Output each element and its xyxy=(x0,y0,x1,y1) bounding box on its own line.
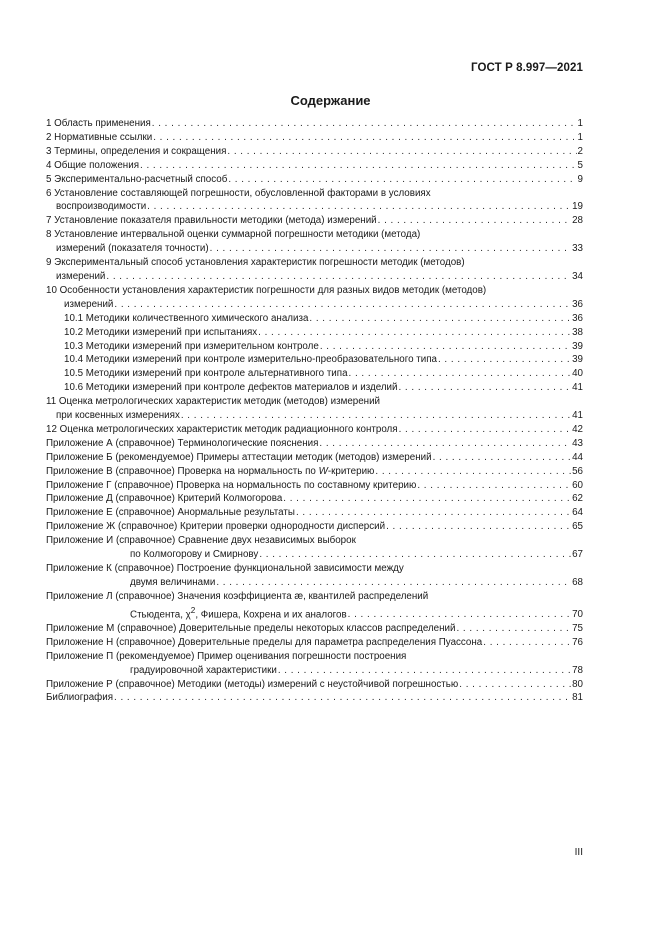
leader-dots xyxy=(114,691,571,705)
leader-dots xyxy=(227,145,576,159)
leader-dots xyxy=(296,506,571,520)
toc-subentry xyxy=(46,340,583,354)
toc-entry-label: Приложение Д (справочное) Критерий Колмогорова xyxy=(46,493,283,505)
toc-entry xyxy=(46,117,583,131)
toc-appendix-entry xyxy=(46,479,583,493)
toc-entry-page: 36 xyxy=(572,298,583,310)
leader-dots xyxy=(386,520,571,534)
toc-entry-page: 68 xyxy=(572,576,583,588)
leader-dots xyxy=(181,409,571,423)
toc-entry-label: 7 Установление показателя правильности методики (метода) измерений xyxy=(46,215,377,227)
leader-dots xyxy=(228,173,576,187)
leader-dots xyxy=(152,117,577,131)
leader-dots xyxy=(259,548,571,562)
toc-appendix-entry xyxy=(46,548,583,562)
toc-entry-label: 10.6 Методики измерений при контроле дефектов материалов и изделий xyxy=(64,382,398,394)
toc-entry-first-line: 10 Особенности установления характеристик погрешности для разных видов методик (методов) xyxy=(46,284,487,296)
toc-entry-page: 40 xyxy=(572,368,583,380)
leader-dots xyxy=(483,636,571,650)
toc-bibliography-entry xyxy=(46,691,583,705)
toc-entry-label: градуировочной характеристики xyxy=(130,664,277,676)
toc-entry-label xyxy=(130,604,347,622)
toc-entry-label: 1 Область применения xyxy=(46,118,151,129)
toc-appendix-entry xyxy=(46,492,583,506)
leader-dots xyxy=(216,576,571,590)
toc-subentry xyxy=(46,312,583,326)
toc-entry-label: измерений xyxy=(64,298,114,310)
toc-appendix-entry xyxy=(46,451,583,465)
toc-entry-label: двумя величинами xyxy=(130,576,216,588)
toc-entry-page: 2 xyxy=(577,145,583,157)
toc-entry-label: Приложение Г (справочное) Проверка на нормальность по составному критерию xyxy=(46,479,417,491)
toc-entry-page: 19 xyxy=(572,201,583,213)
toc-entry-label: Приложение Н (справочное) Доверительные пределы для параметра распределения Пуассона xyxy=(46,636,483,648)
toc-entry-label: воспроизводимости xyxy=(56,201,147,213)
toc-entry-page: 39 xyxy=(572,340,583,352)
toc-subentry xyxy=(46,326,583,340)
toc-appendix-entry xyxy=(46,604,583,622)
toc-entry xyxy=(46,214,583,228)
toc-entry-page: 67 xyxy=(572,549,583,561)
toc-appendix-entry xyxy=(46,506,583,520)
toc-entry-page: 43 xyxy=(572,437,583,449)
label-superscript: 2 xyxy=(190,605,196,615)
leader-dots xyxy=(309,312,571,326)
toc-entry-label: Приложение М (справочное) Доверительные пределы некоторых классов распределений xyxy=(46,622,456,634)
toc-entry-first-line: Приложение Л (справочное) Значения коэффициента æ, квантилей распределений xyxy=(46,590,429,602)
label-part: Приложение В (справочное) Проверка на нормальность по xyxy=(46,465,319,477)
toc-entry-first-line: Приложение П (рекомендуемое) Пример оценивания погрешности построения xyxy=(46,650,407,662)
toc-entry-page: 44 xyxy=(572,451,583,463)
leader-dots xyxy=(153,131,576,145)
page-title: Содержание xyxy=(290,93,371,108)
leader-dots xyxy=(438,353,571,367)
toc-entry-label: 3 Термины, определения и сокращения xyxy=(46,145,227,157)
label-part: , Фишера, Кохрена и их аналогов xyxy=(195,608,347,620)
toc-entry-page: 56 xyxy=(572,465,583,477)
leader-dots xyxy=(378,214,571,228)
toc-entry-label: при косвенных измерениях xyxy=(56,410,180,422)
toc-entry-label: Приложение Е (справочное) Анормальные результаты xyxy=(46,507,295,519)
leader-dots xyxy=(349,367,572,381)
toc-entry-label: измерений xyxy=(56,270,106,282)
leader-dots xyxy=(417,479,571,493)
leader-dots xyxy=(258,326,571,340)
toc-entry-page: 34 xyxy=(572,270,583,282)
leader-dots xyxy=(399,423,572,437)
toc-entry xyxy=(46,173,583,187)
toc-entry-label: Приложение Ж (справочное) Критерии проверки однородности дисперсий xyxy=(46,521,386,533)
toc-entry xyxy=(46,242,583,256)
toc-entry-page: 76 xyxy=(572,636,583,648)
leader-dots xyxy=(283,492,571,506)
toc-entry-page: 78 xyxy=(572,664,583,676)
toc-entry-label: 2 Нормативные ссылки xyxy=(46,131,153,143)
toc-entry-page: 60 xyxy=(572,479,583,491)
leader-dots xyxy=(210,242,571,256)
page-number: III xyxy=(574,847,583,858)
leader-dots xyxy=(320,340,571,354)
leader-dots xyxy=(319,437,571,451)
toc-appendix-entry xyxy=(46,622,583,636)
table-of-contents xyxy=(46,117,583,705)
toc-entry-page: 9 xyxy=(577,173,583,185)
toc-appendix-entry xyxy=(46,576,583,590)
toc-entry xyxy=(46,145,583,159)
toc-subentry xyxy=(46,353,583,367)
toc-entry-page: 33 xyxy=(572,243,583,255)
leader-dots xyxy=(456,622,571,636)
leader-dots xyxy=(398,381,571,395)
toc-entry-page: 65 xyxy=(572,521,583,533)
toc-entry-page: 36 xyxy=(572,312,583,324)
toc-entry-label: Приложение Р (справочное) Методики (методы) измерений с неустойчивой погрешностью xyxy=(46,678,459,690)
toc-entry-page: 1 xyxy=(577,131,583,143)
toc-entry-label: по Колмогорову и Смирнову xyxy=(130,549,259,561)
toc-entry-label: 10.4 Методики измерений при контроле измерительно-преобразовательного типа xyxy=(64,354,437,366)
toc-entry xyxy=(46,131,583,145)
toc-entry xyxy=(46,409,583,423)
toc-entry-label: 5 Экспериментально-расчетный способ xyxy=(46,173,228,185)
label-part: -критерию xyxy=(327,465,375,477)
toc-entry-page: 41 xyxy=(572,410,583,422)
toc-entry-label: Приложение Б (рекомендуемое) Примеры аттестации методик (методов) измерений xyxy=(46,451,432,463)
toc-entry-first-line: 11 Оценка метрологических характеристик методик (методов) измерений xyxy=(46,396,381,408)
toc-appendix-entry xyxy=(46,520,583,534)
toc-entry-page: 62 xyxy=(572,493,583,505)
toc-entry-label: 10.3 Методики измерений при измерительном контроле xyxy=(64,340,319,352)
toc-appendix-entry xyxy=(46,664,583,678)
toc-entry-page: 5 xyxy=(577,159,583,171)
toc-entry-label: Приложение А (справочное) Терминологические пояснения xyxy=(46,437,319,449)
toc-entry-label: Библиография xyxy=(46,692,114,704)
toc-entry-first-line: Приложение И (справочное) Сравнение двух независимых выборок xyxy=(46,535,356,547)
leader-dots xyxy=(375,465,571,479)
toc-entry-page: 80 xyxy=(572,678,583,690)
toc-entry-label: 10.2 Методики измерений при испытаниях xyxy=(64,326,258,338)
toc-entry-first-line: 9 Экспериментальный способ установления характеристик погрешности методик (методов) xyxy=(46,257,465,269)
toc-entry-label: 4 Общие положения xyxy=(46,159,139,171)
toc-subentry xyxy=(46,367,583,381)
document-header: ГОСТ Р 8.997—2021 xyxy=(471,62,583,74)
leader-dots xyxy=(433,451,572,465)
leader-dots xyxy=(278,664,571,678)
toc-entry-page: 38 xyxy=(572,326,583,338)
toc-entry xyxy=(46,159,583,173)
toc-entry-label: 12 Оценка метрологических характеристик методик радиационного контроля xyxy=(46,423,398,435)
toc-entry xyxy=(46,270,583,284)
toc-entry-label: измерений (показателя точности) xyxy=(56,243,209,255)
toc-subentry xyxy=(46,381,583,395)
toc-entry-first-line: 8 Установление интервальной оценки суммарной погрешности методики (метода) xyxy=(46,229,421,241)
toc-entry-page: 42 xyxy=(572,423,583,435)
leader-dots xyxy=(147,200,571,214)
toc-entry-first-line: Приложение К (справочное) Построение функциональной зависимости между xyxy=(46,563,404,574)
toc-entry-page: 64 xyxy=(572,507,583,519)
toc-entry-page: 81 xyxy=(572,692,583,704)
toc-appendix-entry xyxy=(46,437,583,451)
toc-entry-page: 75 xyxy=(572,622,583,634)
leader-dots xyxy=(459,678,571,692)
toc-entry-first-line: 6 Установление составляющей погрешности, обусловленной факторами в условиях xyxy=(46,187,431,199)
toc-entry-page: 41 xyxy=(572,382,583,394)
toc-entry-page: 1 xyxy=(577,118,583,129)
toc-appendix-entry xyxy=(46,465,583,479)
leader-dots xyxy=(348,608,571,622)
toc-appendix-entry xyxy=(46,678,583,692)
toc-entry-label xyxy=(46,465,374,479)
leader-dots xyxy=(114,298,571,312)
leader-dots xyxy=(106,270,571,284)
toc-entry xyxy=(46,423,583,437)
label-italic-part: W xyxy=(318,465,328,477)
leader-dots xyxy=(140,159,577,173)
toc-entry xyxy=(46,200,583,214)
toc-entry-label: 10.5 Методики измерений при контроле альтернативного типа xyxy=(64,368,348,380)
toc-entry xyxy=(46,298,583,312)
toc-entry-label: 10.1 Методики количественного химического анализа xyxy=(64,312,309,324)
label-part: Стьюдента, χ xyxy=(130,608,191,620)
toc-entry-page: 28 xyxy=(572,215,583,227)
toc-entry-page: 39 xyxy=(572,354,583,366)
toc-appendix-entry xyxy=(46,636,583,650)
toc-entry-page: 70 xyxy=(572,608,583,620)
